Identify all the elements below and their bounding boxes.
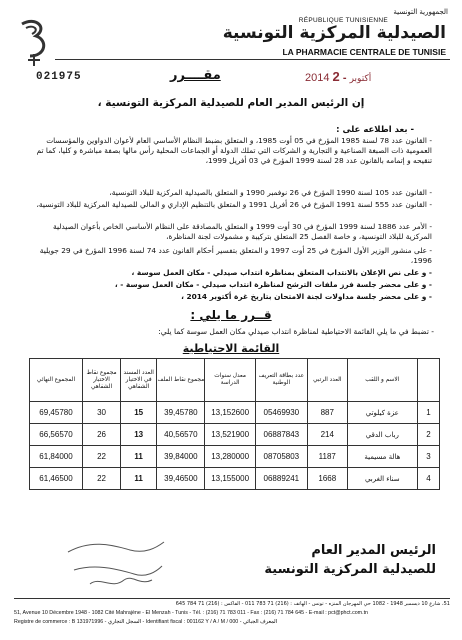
cell-id: 08705803 bbox=[255, 446, 307, 468]
table-row bbox=[30, 468, 440, 490]
footer-address-ar: 51، شارع 10 ديسمبر 1948 - 1082 حي المهرجان المنزه - تونس - الهاتف : (216) 71 783 011 - الفاكس : (216) 71 784 645 bbox=[175, 601, 450, 607]
cell-name: عزة كيلوتي bbox=[347, 402, 417, 424]
table-header-row bbox=[30, 359, 440, 402]
paragraph-law-105: - القانون عدد 105 لسنة 1990 المؤرخ في 26 نوفمبر 1990 و المتعلق بالصيدلية المركزية للبلاد التونسية، bbox=[109, 188, 432, 197]
paragraph-decree-1886: - الأمر عدد 1886 لسنة 1999 المؤرخ في 30 أوت 1999 و المتعلق بالمصادقة على النظام الأساسي الخاص بأعوان الصيدلية المركزية للبلاد التونسية، و خاصة الفصل 25 المتعلق بتركيبة و مشمولات لجنة المناظرة، bbox=[52, 222, 432, 242]
paragraph-deliberation: - و على محضر جلسة مداولات لجنة الامتحان بتاريخ غرة أكتوبر 2014 ، bbox=[181, 292, 432, 301]
table-row bbox=[30, 402, 440, 424]
cell-oral-total: 30 bbox=[82, 402, 120, 424]
header-org-fr: LA PHARMACIE CENTRALE DE TUNISIE bbox=[282, 47, 446, 57]
cell-name: هالة مسيمية bbox=[347, 446, 417, 468]
stamp-month: أكتوبر bbox=[349, 74, 372, 84]
cell-name: رباب الدقي bbox=[347, 424, 417, 446]
header-org-ar: الصيدلية المركزية التونسية bbox=[222, 23, 446, 43]
decision-intro: - تضبط في ما يلي القائمة الاحتياطية لمناظرة انتداب صيدلي مكان العمل سوسة كما يلي: bbox=[158, 327, 434, 336]
signatory-org: للصيدلية المركزية التونسية bbox=[264, 562, 436, 577]
cell-oral-total: 22 bbox=[82, 446, 120, 468]
cell-index: 3 bbox=[417, 446, 439, 468]
cell-study-avg: 13,280000 bbox=[205, 446, 255, 468]
cell-file-score: 39,84000 bbox=[157, 446, 205, 468]
cell-rank: 1187 bbox=[307, 446, 347, 468]
after-review-heading: - بعد اطلاعه على : bbox=[336, 125, 414, 135]
cell-oral-grade: 11 bbox=[121, 446, 157, 468]
cell-final-total: 61,46500 bbox=[30, 468, 83, 490]
cell-rank: 1668 bbox=[307, 468, 347, 490]
col-header-rank: العدد الرتبي bbox=[307, 359, 347, 402]
table-row bbox=[30, 446, 440, 468]
col-header-file-score: مجموع نقاط الملف bbox=[157, 359, 205, 402]
cell-id: 06889241 bbox=[255, 468, 307, 490]
paragraph-sorting: - و على محضر جلسة فرز ملفات الترشح لمناظرة انتداب صيدلي - مكان العمل سوسة - ، bbox=[114, 280, 432, 289]
cell-oral-grade: 11 bbox=[121, 468, 157, 490]
footer-address-fr: 51, Avenue 10 Décembre 1948 - 1082 Cité Mahrajène - El Menzah - Tunis - Tél. : (216) 71 783 011 - Fax : (216) 71 784 645 - E-mail : pct@phct.com.tn bbox=[14, 610, 368, 616]
col-header-oral-grade: العدد المسند في الاختبار الشفاهي bbox=[121, 359, 157, 402]
cell-file-score: 40,56570 bbox=[157, 424, 205, 446]
cell-final-total: 66,56570 bbox=[30, 424, 83, 446]
col-header-final-total: المجموع النهائي bbox=[30, 359, 83, 402]
col-header-oral-total: مجموع نقاط الاختبار الشفاهي bbox=[82, 359, 120, 402]
cell-id: 06887843 bbox=[255, 424, 307, 446]
cell-study-avg: 13,521900 bbox=[205, 424, 255, 446]
cell-file-score: 39,46500 bbox=[157, 468, 205, 490]
paragraph-law-78: - القانون عدد 78 لسنة 1985 المؤرخ في 05 أوت 1985، و المتعلق بضبط النظام الأساسي العام لأعوان الدواوين والمؤسسات العمومية ذات الصبغة الصناعية و التجارية و الشركات التي تملك الدولة أو الجماعات المحلية رأس مالها بصفة مباشرة و كليا، كما تم تنقيحه و إتمامه بالقانون عدد 28 لسنة 1999 المؤرخ في 03 أفريل 1999، bbox=[36, 136, 432, 166]
cell-index: 1 bbox=[417, 402, 439, 424]
paragraph-circular: - على منشور الوزير الأول المؤرخ في 25 أوت 1997 و المتعلق بتفسير أحكام القانون عدد 74 لسنة 1996 المؤرخ في 29 جويلية 1996، bbox=[39, 246, 432, 266]
decision-heading: قــرر ما يلي : bbox=[190, 308, 272, 322]
handwritten-signature bbox=[60, 530, 170, 600]
cell-final-total: 69,45780 bbox=[30, 402, 83, 424]
stamp-day: 2 bbox=[332, 69, 340, 84]
cell-oral-total: 26 bbox=[82, 424, 120, 446]
stamp-year: 2014 bbox=[305, 72, 330, 84]
cell-id: 05469930 bbox=[255, 402, 307, 424]
date-stamp bbox=[305, 69, 371, 84]
document-number: 021975 bbox=[36, 71, 82, 83]
header-country-fr: RÉPUBLIQUE TUNISIENNE bbox=[298, 17, 388, 24]
document-title: مقــــرر bbox=[170, 68, 221, 83]
cell-final-total: 61,84000 bbox=[30, 446, 83, 468]
paragraph-law-555: - القانون عدد 555 لسنة 1991 المؤرخ في 26 أفريل 1991 و المتعلق بالتنظيم الإداري و المالي للصيدلية المركزية للبلاد التونسية، bbox=[36, 200, 432, 209]
cell-study-avg: 13,155000 bbox=[205, 468, 255, 490]
signatory-title: الرئيس المدير العام bbox=[311, 543, 436, 558]
cell-file-score: 39,45780 bbox=[157, 402, 205, 424]
cell-oral-total: 22 bbox=[82, 468, 120, 490]
col-header-index bbox=[417, 359, 439, 402]
cell-index: 2 bbox=[417, 424, 439, 446]
reserve-list-table bbox=[29, 358, 440, 490]
reserve-list-title: القائمة الاحتياطية bbox=[182, 342, 280, 355]
header-country-ar: الجمهورية التونسية bbox=[393, 8, 448, 16]
cell-index: 4 bbox=[417, 468, 439, 490]
col-header-name: الاسم و اللقب bbox=[347, 359, 417, 402]
paragraph-announcement: - و على نص الإعلان بالانتداب المتعلق بمناظرة انتداب صيدلي - مكان العمل سوسة ، bbox=[131, 268, 432, 277]
col-header-study-avg: معدل سنوات الدراسة bbox=[205, 359, 255, 402]
cell-study-avg: 13,152600 bbox=[205, 402, 255, 424]
document-subject: إن الرئيس المدير العام للصيدلية المركزية التونسية ، bbox=[97, 97, 365, 109]
pharmacy-logo-icon bbox=[14, 14, 54, 68]
header-divider bbox=[55, 59, 450, 60]
footer-registration: Registre de commerce : B 131971996 - السجل التجاري - Identifiant fiscal : 001162 Y / A / M / 000 - المعرف الجبائي bbox=[14, 619, 278, 625]
cell-name: سناء الغربي bbox=[347, 468, 417, 490]
col-header-id: عدد بطاقة التعريف الوطنية bbox=[255, 359, 307, 402]
cell-rank: 214 bbox=[307, 424, 347, 446]
cell-rank: 887 bbox=[307, 402, 347, 424]
footer-divider bbox=[14, 598, 450, 599]
cell-oral-grade: 15 bbox=[121, 402, 157, 424]
stamp-separator: - bbox=[342, 72, 347, 84]
table-row bbox=[30, 424, 440, 446]
cell-oral-grade: 13 bbox=[121, 424, 157, 446]
